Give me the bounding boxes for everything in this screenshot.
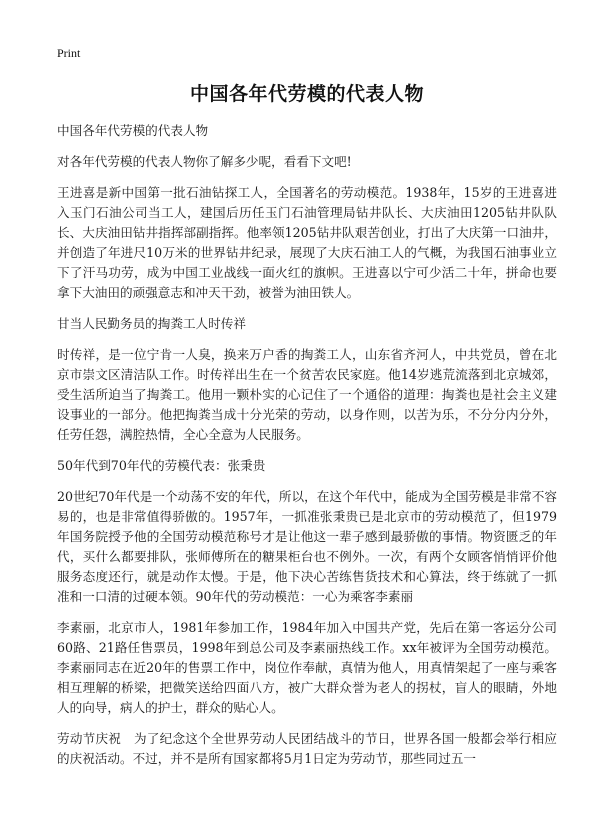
paragraph-wang-jinxi: 王进喜是新中国第一批石油钻探工人，全国著名的劳动模范。1938年，15岁的王进喜进入玉门石油公司当工人，建国后历任玉门石油管理局钻井队长、大庆油田1205钻井队队长、大庆油田钻井指挥部副指挥。他率领1205钻井队艰苦创业，打出了大庆第一口油井，并创造了年进尺10万米的世界钻井纪录，展现了大庆石油工人的气概，为我国石油事业立下了汗马功劳，成为中国工业战线一面火红的旗帜。王进喜以宁可少活二十年，拼命也要拿下大油田的顽强意志和冲天干劲，被誉为油田铁人。 — [57, 185, 557, 300]
paragraph-shi-chuanxiang: 时传祥，是一位宁肯一人臭，换来万户香的掏粪工人，山东省齐河人，中共党员，曾在北京市崇文区清洁队工作。时传祥出生在一个贫苦农民家庭。他14岁逃荒流落到北京城郊，受生活所迫当了掏粪工。他用一颗朴实的心记住了一个通俗的道理：掏粪也是社会主义建设事业的一部分。他把掏粪当成十分光荣的劳动，以身作则，以苦为乐，不分分内分外，任劳任怨，满腔热情，全心全意为人民服务。 — [57, 347, 557, 442]
page-title: 中国各年代劳模的代表人物 — [189, 83, 424, 105]
paragraph-zhang-binggui: 20世纪70年代是一个动荡不安的年代，所以，在这个年代中，能成为全国劳模是非常不容易的，也是非常值得骄傲的。1957年，一抓准张秉贵已是北京市的劳动模范了，但1979年国务院授予他的全国劳动模范称号才是让他这一辈子感到最骄傲的事情。物资匮乏的年代，买什么都要排队，张师傅所在的糖果柜台也不例外。一次，有两个女顾客悄悄评价他服务态度还行，就是动作太慢。于是，他下决心苦练售货技术和心算法，终于练就了一抓准和一口清的过硬本领。90年代的劳动模范：一心为乘客李素丽 — [57, 489, 557, 604]
intro-line: 对各年代劳模的代表人物你了解多少呢，看看下文吧! — [57, 154, 352, 169]
section-heading-zhang-binggui: 50年代到70年代的劳模代表：张秉贵 — [57, 458, 266, 473]
section-heading-shi-chuanxiang: 甘当人民勤务员的掏粪工人时传祥 — [57, 316, 246, 331]
print-link[interactable]: Print — [57, 46, 81, 60]
article-subtitle: 中国各年代劳模的代表人物 — [57, 123, 209, 138]
paragraph-labor-day: 劳动节庆祝 为了纪念这个全世界劳动人民团结战斗的节日，世界各国一般都会举行相应的庆祝活动。不过，并不是所有国家都将5月1日定为劳动节，那些同过五一 — [57, 731, 557, 766]
article-body — [57, 121, 557, 780]
paragraph-li-suli: 李素丽，北京市人，1981年参加工作，1984年加入中国共产党，先后在第一客运分公司60路、21路任售票员，1998年到总公司及李素丽热线工作。xx年被评为全国劳动模范。李素丽同志在近20年的售票工作中，岗位作奉献，真情为他人，用真情架起了一座与乘客相互理解的桥梁，把微笑送给四面八方，被广大群众誉为老人的拐杖，盲人的眼睛，外地人的向导，病人的护士，群众的贴心人。 — [57, 620, 557, 715]
document-page — [57, 0, 557, 828]
